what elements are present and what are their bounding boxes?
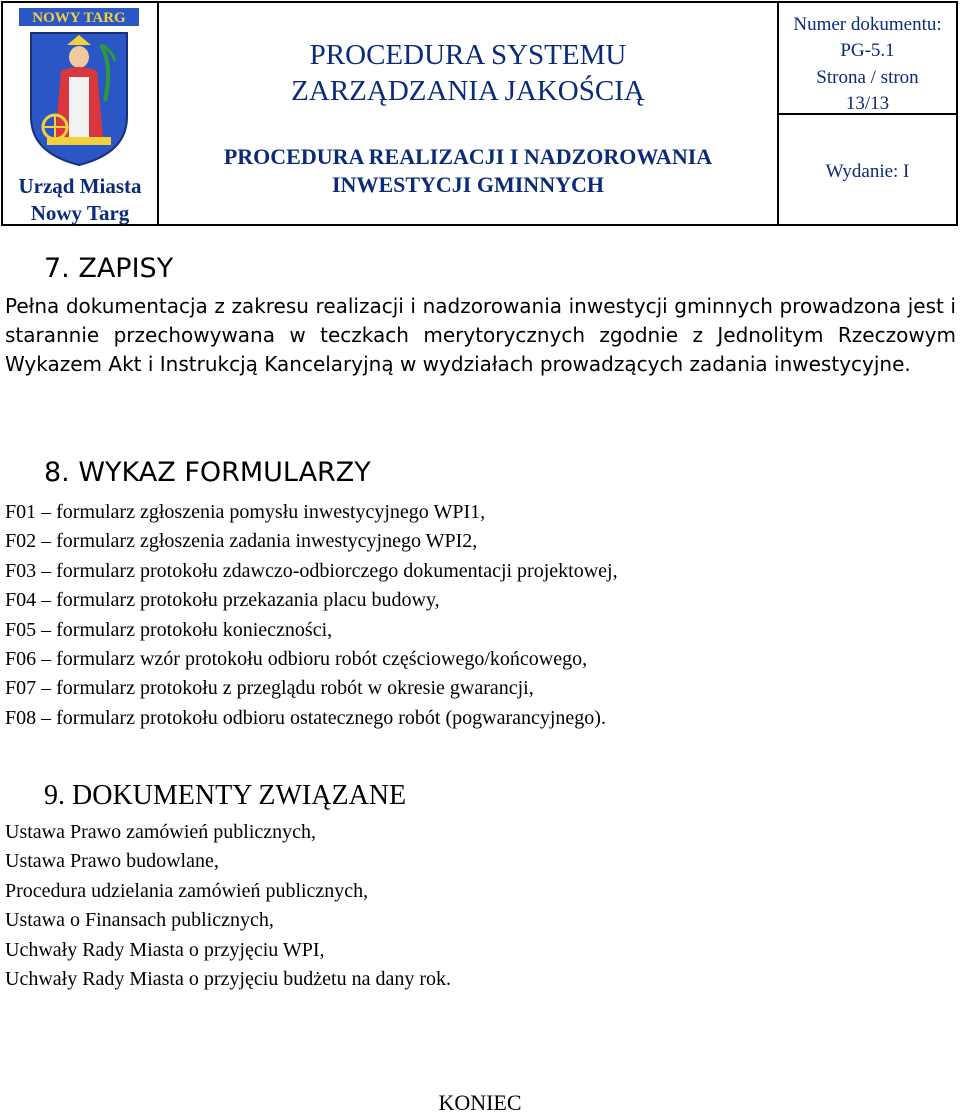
office-name-line2: Nowy Targ (30, 201, 130, 225)
end-marker: KONIEC (438, 1090, 522, 1115)
list-item: Ustawa Prawo zamówień publicznych, (5, 821, 317, 843)
office-name (3, 173, 157, 227)
title-cell (159, 3, 779, 224)
section-records-paragraph: Pełna dokumentacja z zakresu realizacji i nadzorowania inwestycji gminnych prowadzona jest i starannie przechowywana w teczkach merytorycznych zgodnie z Jednolitym Rzeczowym Wykazem Akt i Instrukcją Kancelaryjną w wydziałach prowadzących zadania inwestycyjne. (5, 294, 956, 376)
list-item: F06 – formularz wzór protokołu odbioru robót częściowego/końcowego, (5, 648, 588, 671)
procedure-subtitle-line2: INWESTYCJI GMINNYCH (332, 172, 604, 197)
page-label: Strona / stron (816, 67, 919, 88)
info-divider (779, 113, 956, 115)
office-name-line1: Urząd Miasta (18, 174, 142, 198)
list-item: F07 – formularz protokołu z przeglądu robót w okresie gwarancji, (5, 677, 534, 700)
list-item: F05 – formularz protokołu konieczności, (5, 618, 333, 641)
doc-number-label: Numer dokumentu: (793, 14, 942, 35)
system-title (159, 37, 777, 109)
procedure-subtitle (159, 143, 777, 199)
document-header (1, 1, 958, 226)
system-title-line2: ZARZĄDZANIA JAKOŚCIĄ (291, 75, 645, 107)
procedure-subtitle-line1: PROCEDURA REALIZACJI I NADZOROWANIA (223, 144, 713, 169)
office-cell (3, 3, 159, 224)
forms-list (5, 498, 956, 733)
edition-label: Wydanie: I (825, 161, 910, 182)
list-item: Uchwały Rady Miasta o przyjęciu WPI, (5, 938, 325, 961)
list-item: Ustawa Prawo budowlane, (5, 850, 219, 873)
city-coat-of-arms-logo (17, 5, 141, 167)
list-item: Ustawa o Finansach publicznych, (5, 909, 274, 932)
list-item: F08 – formularz protokołu odbioru ostatecznego robót (pogwarancyjnego). (5, 706, 606, 729)
section-records-heading: 7. ZAPISY (44, 253, 174, 284)
list-item: Uchwały Rady Miasta o przyjęciu budżetu na dany rok. (5, 968, 451, 991)
list-item: F03 – formularz protokołu zdawczo-odbiorczego dokumentacji projektowej, (5, 559, 618, 582)
list-item: F02 – formularz zgłoszenia zadania inwestycyjnego WPI2, (5, 530, 478, 553)
list-item: Procedura udzielania zamówień publicznych, (5, 879, 369, 902)
list-item: F04 – formularz protokołu przekazania placu budowy, (5, 589, 440, 612)
document-info-cell (779, 3, 956, 224)
page-count: 13/13 (845, 93, 890, 114)
svg-text:NOWY TARG: NOWY TARG (32, 10, 126, 26)
section-forms-heading: 8. WYKAZ FORMULARZY (44, 457, 371, 488)
system-title-line1: PROCEDURA SYSTEMU (309, 39, 627, 71)
related-documents-list (5, 818, 956, 994)
section-related-heading: 9. DOKUMENTY ZWIĄZANE (44, 780, 407, 811)
list-item: F01 – formularz zgłoszenia pomysłu inwestycyjnego WPI1, (5, 501, 486, 523)
doc-number-value: PG-5.1 (840, 40, 895, 61)
